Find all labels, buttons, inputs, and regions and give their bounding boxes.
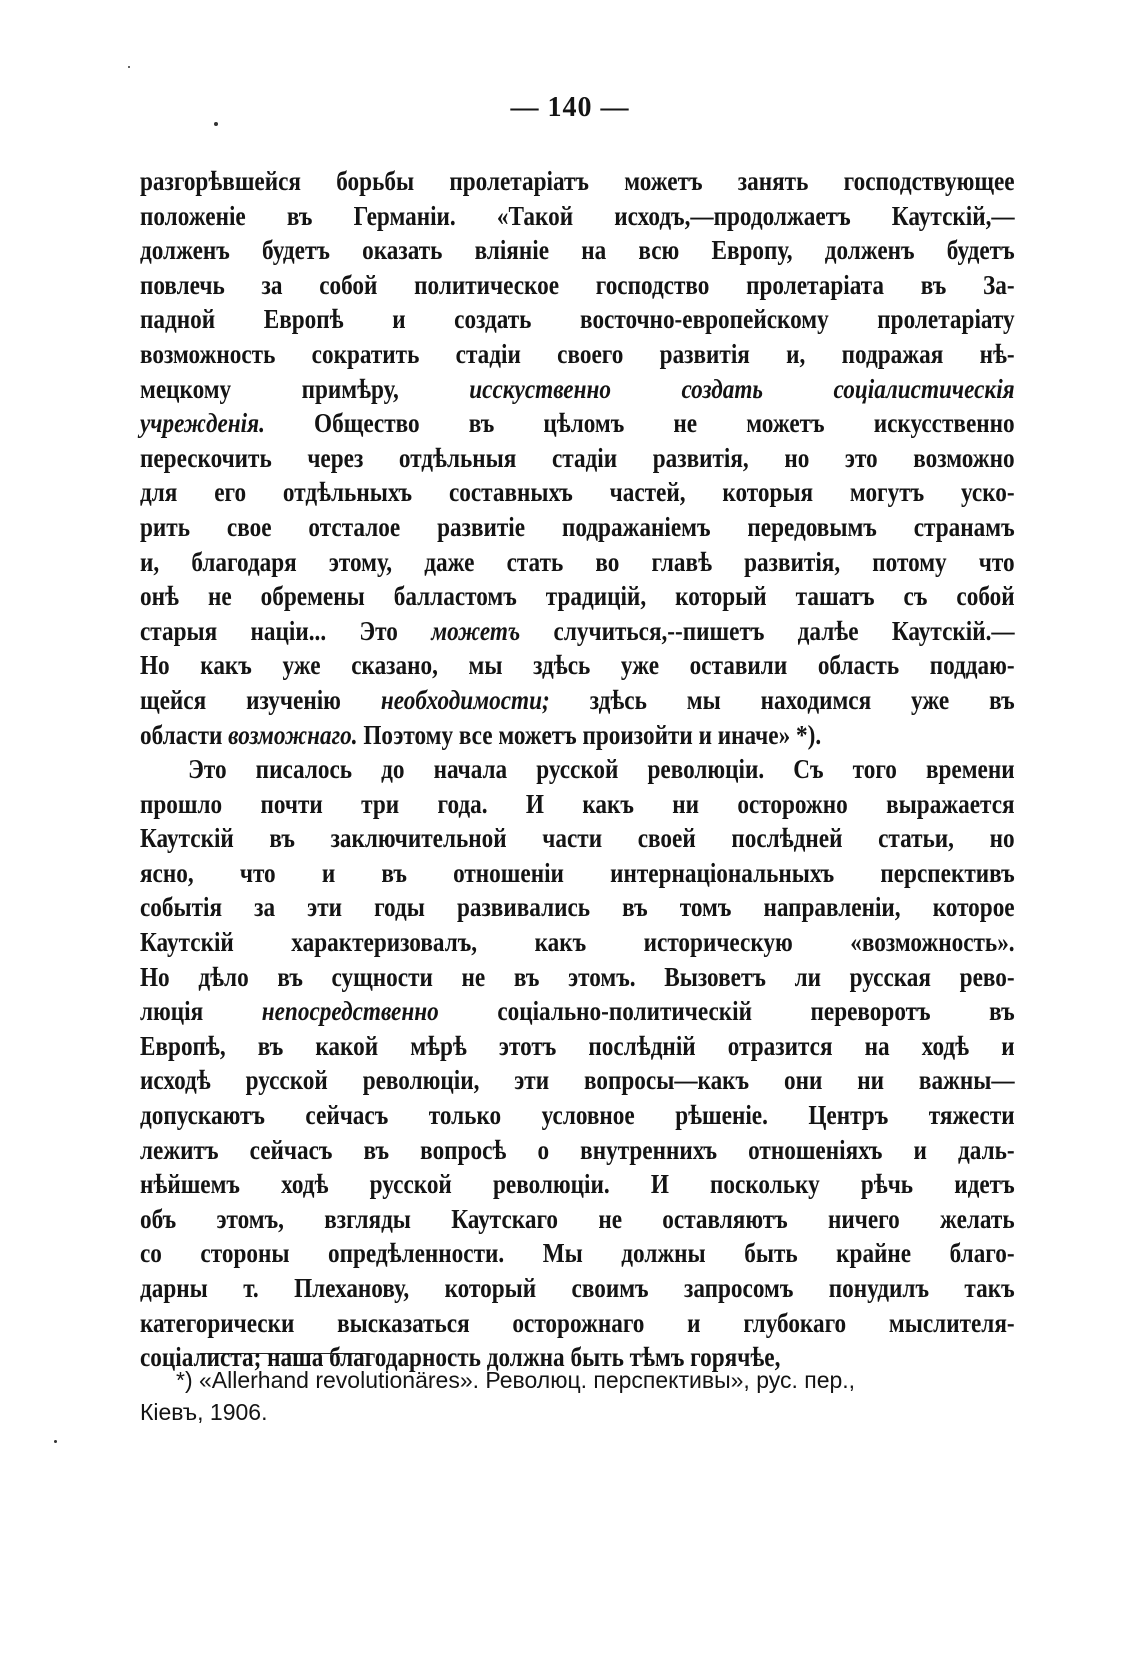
text-line: Но какъ уже сказано, мы здѣсь уже оставили область поддаю-	[140, 650, 1015, 681]
text-run: щейся изученію	[140, 684, 381, 715]
text-line: рить свое отсталое развитіе подражаніемъ передовымъ странамъ	[140, 511, 1015, 542]
footnote-line-2: Кіевъ, 1906.	[140, 1399, 268, 1425]
paragraph-2	[140, 752, 1015, 1375]
text-line: положеніе въ Германіи. «Такой исходъ,—продолжаетъ Каутскій,—	[140, 200, 1015, 231]
text-line: со стороны опредѣленности. Мы должны быть крайне благо-	[140, 1238, 1015, 1269]
text-run: здѣсь мы находимся уже въ	[549, 684, 1015, 715]
italic-emphasis: исскуственно создать соціалистическія	[469, 373, 1015, 404]
text-line	[140, 614, 1015, 649]
italic-emphasis: можетъ	[431, 615, 521, 646]
text-line: категорически высказаться осторожнаго и глубокаго мыслителя-	[140, 1307, 1015, 1338]
text-line: долженъ будетъ оказать вліяніе на всю Европу, долженъ будетъ	[140, 235, 1015, 266]
text-line: падной Европѣ и создать восточно-европейскому пролетаріату	[140, 304, 1015, 335]
text-line: разгорѣвшейся борьбы пролетаріатъ можетъ занять господствующее	[140, 166, 1015, 196]
print-speck	[54, 1440, 57, 1443]
text-line: Каутскій характеризовалъ, какъ историческую «возможность».	[140, 927, 1015, 958]
text-line: допускаютъ сейчасъ только условное рѣшеніе. Центръ тяжести	[140, 1100, 1015, 1131]
text-line: исходѣ русской революціи, эти вопросы—какъ они ни важны—	[140, 1065, 1015, 1096]
text-line: соціалиста; наша благодарность должна быть тѣмъ горячѣе,	[140, 1342, 781, 1373]
italic-emphasis: непосредственно	[261, 996, 439, 1027]
text-line: объ этомъ, взгляды Каутскаго не оставляютъ ничего желать	[140, 1203, 1015, 1234]
text-line	[140, 994, 1015, 1029]
text-line	[140, 372, 1015, 407]
main-text	[140, 164, 1015, 1375]
text-run: области	[140, 719, 229, 750]
text-run: старыя націи... Это	[140, 615, 432, 646]
page-number: — 140 —	[510, 92, 630, 123]
text-line: нѣйшемъ ходѣ русской революціи. И поскольку рѣчь идетъ	[140, 1169, 1015, 1200]
text-line: дарны т. Плеханову, который своимъ запросомъ понудилъ такъ	[140, 1273, 1015, 1303]
text-line: возможность сократить стадіи своего развитія и, подражая нѣ-	[140, 338, 1015, 369]
text-run: мецкому примѣру,	[140, 373, 470, 404]
footnote	[140, 1364, 1020, 1428]
text-line	[140, 683, 1015, 718]
italic-emphasis: необходимости;	[380, 684, 550, 715]
text-line: Европѣ, въ какой мѣрѣ этотъ послѣдній отразится на ходѣ и	[140, 1030, 1015, 1061]
paragraph-1	[140, 164, 1015, 752]
text-run: Общество въ цѣломъ не можетъ искусственно	[264, 408, 1015, 439]
italic-emphasis: учрежденія.	[140, 408, 265, 439]
text-line: лежитъ сейчасъ въ вопросѣ о внутреннихъ отношеніяхъ и даль-	[140, 1134, 1015, 1165]
text-line	[140, 406, 1015, 441]
italic-emphasis: возможнаго.	[228, 719, 358, 750]
print-speck	[214, 122, 218, 126]
text-run: люція	[140, 996, 262, 1027]
text-run: случиться,--пишетъ далѣе Каутскій.—	[520, 615, 1015, 646]
text-line: Каутскій въ заключительной части своей послѣдней статьи, но	[140, 823, 1015, 854]
text-line: Но дѣло въ сущности не въ этомъ. Вызоветъ ли русская рево-	[140, 961, 1015, 992]
text-line: онѣ не обремены балластомъ традицій, который ташатъ съ собой	[140, 581, 1015, 612]
text-line: событія за эти годы развивались въ томъ направленіи, которое	[140, 892, 1015, 923]
text-line: ясно, что и въ отношеніи интернаціональныхъ перспективъ	[140, 857, 1015, 888]
footnote-line-1: *) «Allerhand revolutionäres». Революц. перспективы», рус. пер.,	[176, 1367, 856, 1393]
text-line: перескочить через отдѣльныя стадіи развитія, но это возможно	[140, 442, 1015, 473]
text-line: повлечь за собой политическое господство пролетаріата въ За-	[140, 269, 1015, 300]
text-line: Это писалось до начала русской революціи. Съ того времени	[188, 754, 1015, 785]
text-line	[140, 718, 1015, 753]
text-line: для его отдѣльныхъ составныхъ частей, которыя могутъ уско-	[140, 477, 1015, 508]
text-run: соціально-политическій переворотъ въ	[438, 996, 1015, 1027]
footnote-separator	[200, 1353, 370, 1354]
text-run: Поэтому все можетъ произойти и иначе» *).	[357, 719, 822, 750]
text-line: и, благодаря этому, даже стать во главѣ развитія, потому что	[140, 546, 1015, 577]
print-speck	[128, 66, 130, 68]
text-line: прошло почти три года. И какъ ни осторожно выражается	[140, 788, 1015, 819]
